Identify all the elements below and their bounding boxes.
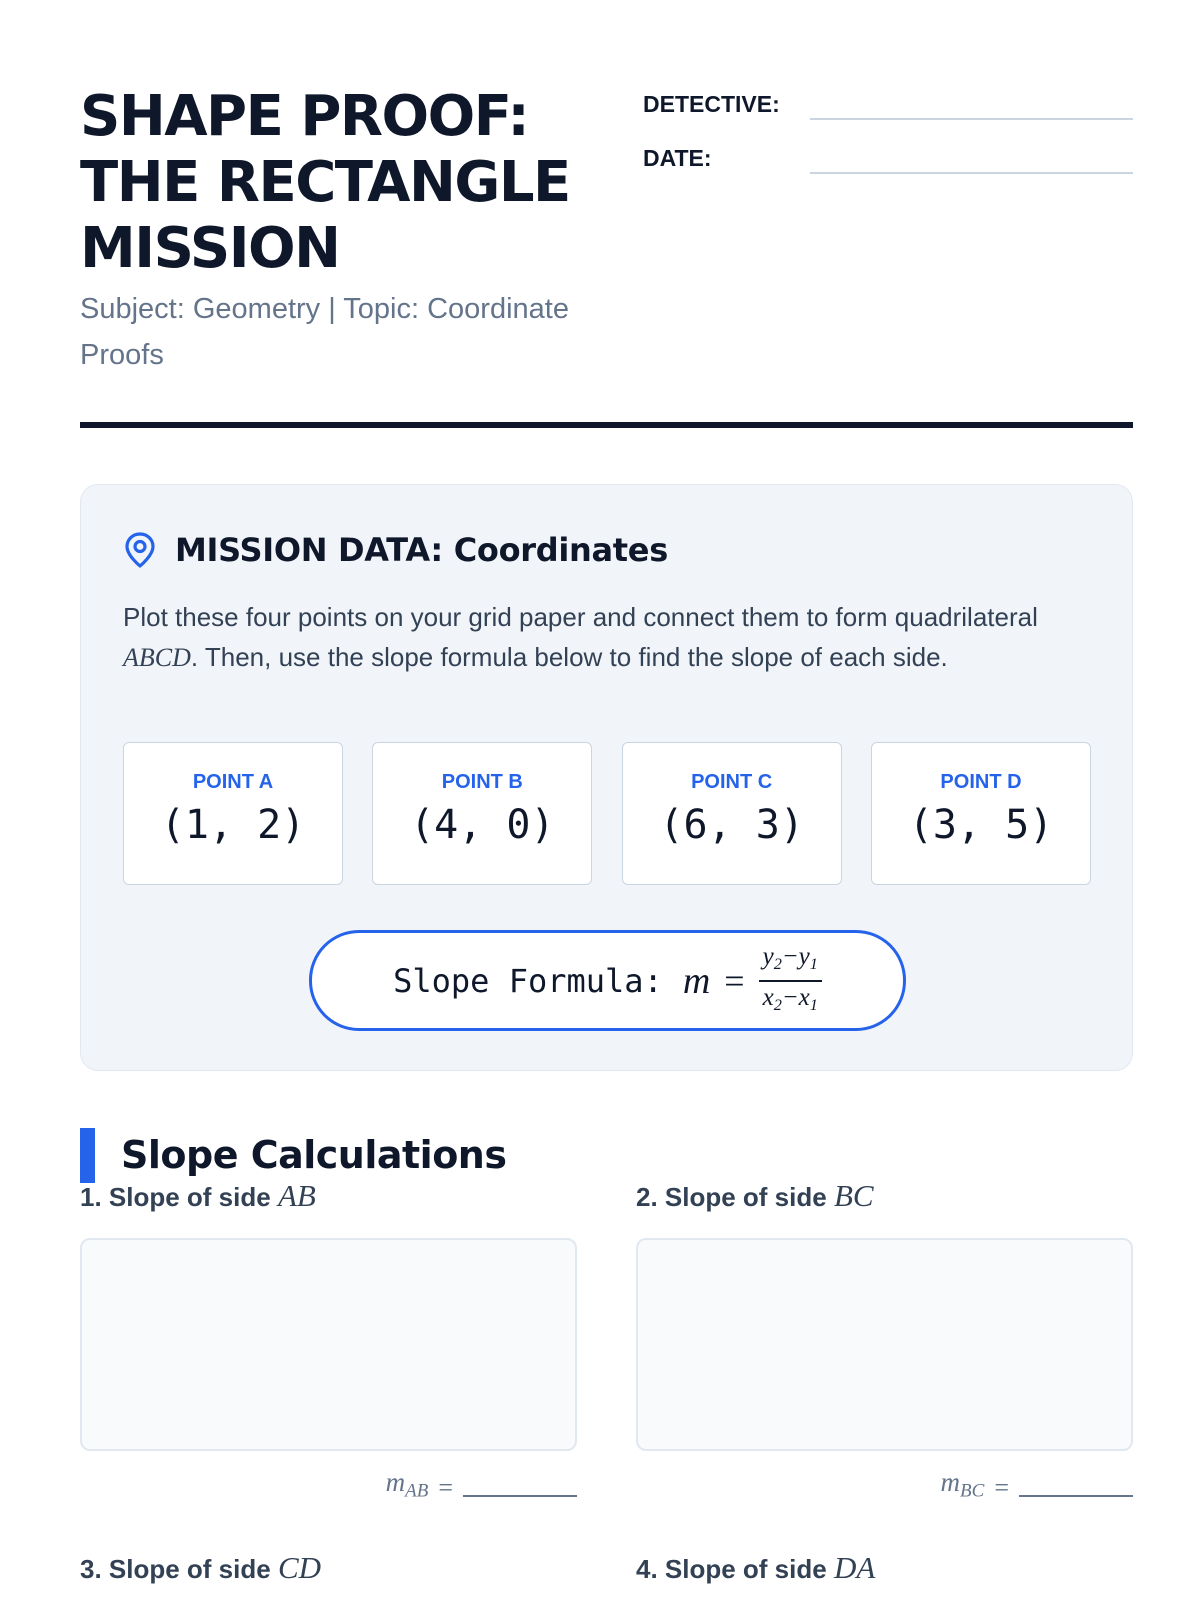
answer-row bbox=[636, 1467, 1133, 1503]
detective-label: DETECTIVE: bbox=[643, 91, 780, 117]
shape-name: ABCD bbox=[123, 643, 191, 672]
side-name: DA bbox=[833, 1550, 876, 1585]
detective-field bbox=[643, 82, 1133, 136]
detective-input-line[interactable] bbox=[810, 118, 1133, 120]
answer-subscript: BC bbox=[960, 1480, 985, 1502]
problem-label bbox=[80, 1176, 577, 1216]
student-fields bbox=[643, 82, 1133, 190]
point-label: POINT B bbox=[441, 771, 523, 793]
problem-label bbox=[636, 1176, 1133, 1216]
problem-bc bbox=[636, 1176, 1133, 1503]
answer-row bbox=[80, 1467, 577, 1503]
formula-denominator: $x_2-x_1$ bbox=[762, 983, 818, 1014]
answer-blank[interactable] bbox=[1019, 1495, 1133, 1497]
problem-cd bbox=[80, 1548, 577, 1588]
map-pin-icon bbox=[123, 531, 157, 569]
date-label: DATE: bbox=[643, 145, 712, 171]
formula-equals: = bbox=[724, 960, 745, 1001]
answer-slope-symbol: $m_{BC}$ bbox=[940, 1467, 985, 1502]
point-label: POINT D bbox=[940, 771, 1022, 793]
problem-da bbox=[636, 1548, 1133, 1588]
answer-equals: = bbox=[438, 1472, 453, 1502]
side-name: BC bbox=[833, 1178, 874, 1213]
formula-label: Slope Formula: bbox=[393, 961, 663, 1000]
date-field bbox=[643, 136, 1133, 190]
answer-slope-symbol: $m_{AB}$ bbox=[385, 1467, 429, 1502]
point-card-d bbox=[871, 742, 1091, 885]
slope-formula-box bbox=[309, 930, 906, 1031]
header-divider bbox=[80, 422, 1133, 428]
problem-label-text: 2. Slope of side bbox=[636, 1182, 827, 1212]
worksheet-title: SHAPE PROOF: THE RECTANGLE MISSION bbox=[80, 84, 570, 281]
problem-label bbox=[80, 1548, 577, 1588]
side-name: AB bbox=[277, 1178, 316, 1213]
point-coordinates: (3, 5) bbox=[908, 802, 1054, 848]
answer-blank[interactable] bbox=[463, 1495, 577, 1497]
instructions-text-start: Plot these four points on your grid paper and connect them to form quadrilateral bbox=[123, 602, 1038, 632]
points-row bbox=[123, 742, 1091, 885]
date-input-line[interactable] bbox=[810, 172, 1133, 174]
worksheet-subtitle: Subject: Geometry | Topic: Coordinate Proofs bbox=[80, 293, 569, 371]
slope-section-title: Slope Calculations bbox=[121, 1133, 507, 1177]
mission-card bbox=[80, 484, 1133, 1071]
section-accent-bar bbox=[80, 1128, 95, 1183]
point-coordinates: (4, 0) bbox=[410, 802, 555, 848]
point-coordinates: (1, 2) bbox=[160, 802, 306, 848]
answer-equals: = bbox=[994, 1472, 1009, 1502]
mission-title: MISSION DATA: Coordinates bbox=[175, 531, 668, 569]
work-area[interactable] bbox=[80, 1238, 577, 1451]
side-name: CD bbox=[277, 1550, 322, 1585]
point-label: POINT A bbox=[192, 771, 274, 793]
mission-instructions bbox=[123, 597, 1083, 678]
mission-header bbox=[123, 531, 668, 569]
instructions-text-end: . Then, use the slope formula below to find the slope of each side. bbox=[190, 642, 948, 672]
answer-subscript: AB bbox=[405, 1480, 429, 1502]
problem-label-text: 1. Slope of side bbox=[80, 1182, 271, 1212]
point-card-b bbox=[372, 742, 592, 885]
problem-ab bbox=[80, 1176, 577, 1503]
formula-fraction bbox=[759, 943, 822, 1019]
problem-label-text: 3. Slope of side bbox=[80, 1554, 271, 1584]
formula-numerator: $y_2-y_1$ bbox=[759, 943, 822, 982]
problem-label-text: 4. Slope of side bbox=[636, 1554, 827, 1584]
problem-label bbox=[636, 1548, 1133, 1588]
point-label: POINT C bbox=[691, 771, 773, 793]
point-card-c bbox=[622, 742, 842, 885]
work-area[interactable] bbox=[636, 1238, 1133, 1451]
point-card-a bbox=[123, 742, 343, 885]
formula-m: m bbox=[682, 959, 711, 1002]
point-coordinates: (6, 3) bbox=[659, 802, 804, 848]
